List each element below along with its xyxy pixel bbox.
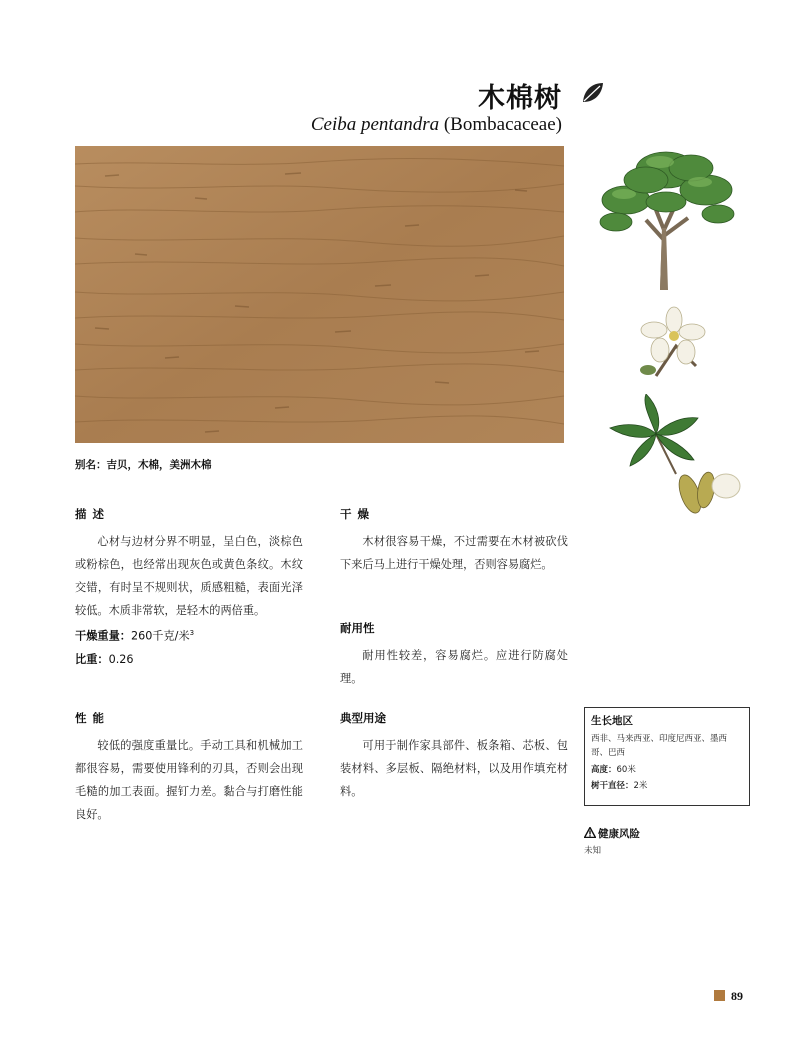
growth-region-box — [584, 707, 750, 806]
health-heading: 健康风险 — [598, 828, 640, 840]
uses-section — [340, 710, 568, 803]
dry-weight-label: 干燥重量： — [75, 629, 131, 643]
growth-regions: 西非、马来西亚、印度尼西亚、墨西哥、巴西 — [591, 734, 728, 758]
dry-weight-value: 260千克/米 — [130, 629, 190, 643]
specific-gravity-label: 比重： — [75, 652, 109, 666]
alias-names: 别名：吉贝，木棉，美洲木棉 — [75, 459, 212, 471]
health-risk — [584, 826, 640, 856]
dry-weight — [75, 622, 303, 648]
drying-heading: 干燥 — [340, 507, 375, 521]
page-number-text: 89 — [731, 989, 743, 1003]
uses-heading: 典型用途 — [340, 711, 386, 725]
performance-heading: 性能 — [75, 711, 110, 725]
warning-icon — [584, 827, 596, 838]
latin-genus-species: Ceiba pentandra — [310, 114, 440, 135]
performance-section — [75, 710, 303, 826]
page-number — [714, 989, 743, 1004]
description-heading: 描述 — [75, 507, 110, 521]
description-body: 心材与边材分界不明显，呈白色，淡棕色或粉棕色，也经常出现灰色或黄色条纹。木纹交错，有时呈不规则状，质感粗糙，表面光泽较低。木质非常软，是轻木的两倍重。 — [75, 535, 303, 617]
tree-height-label: 高度： — [591, 765, 617, 775]
performance-body: 较低的强度重量比。手动工具和机械加工都很容易，需要使用锋利的刃具，否则会出现毛糙的加工表面。握钉力差。黏合与打磨性能良好。 — [75, 739, 303, 821]
growth-heading: 生长地区 — [591, 715, 633, 727]
durability-body: 耐用性较差，容易腐烂。应进行防腐处理。 — [340, 649, 568, 685]
latin-family: (Bombacaceae) — [443, 114, 562, 135]
trunk-diameter-value: 2米 — [633, 781, 648, 791]
tree-illustration — [596, 140, 738, 290]
dry-weight-sup: 3 — [189, 629, 195, 637]
drying-section — [340, 506, 568, 576]
wood-sample-photo — [75, 146, 564, 443]
tree-height — [591, 762, 743, 778]
page-marker — [714, 990, 725, 1001]
flower-illustration — [636, 306, 706, 380]
specific-gravity — [75, 648, 303, 671]
trunk-diameter — [591, 778, 743, 794]
description-section — [75, 506, 303, 671]
durability-heading: 耐用性 — [340, 621, 375, 635]
leaf-and-pod-illustration — [606, 394, 746, 514]
drying-body: 木材很容易干燥，不过需要在木材被砍伐下来后马上进行干燥处理，否则容易腐烂。 — [340, 535, 568, 571]
species-title: 木棉树 — [478, 83, 562, 114]
uses-body: 可用于制作家具部件、板条箱、芯板、包装材料、多层板、隔绝材料，以及用作填充材料。 — [340, 739, 568, 798]
health-value: 未知 — [584, 846, 602, 856]
trunk-diameter-label: 树干直径： — [591, 781, 634, 791]
durability-section — [340, 620, 568, 690]
latin-name — [311, 114, 562, 136]
tree-height-value: 60米 — [616, 765, 636, 775]
leaf-icon — [580, 80, 606, 106]
specific-gravity-value: 0.26 — [108, 652, 134, 666]
